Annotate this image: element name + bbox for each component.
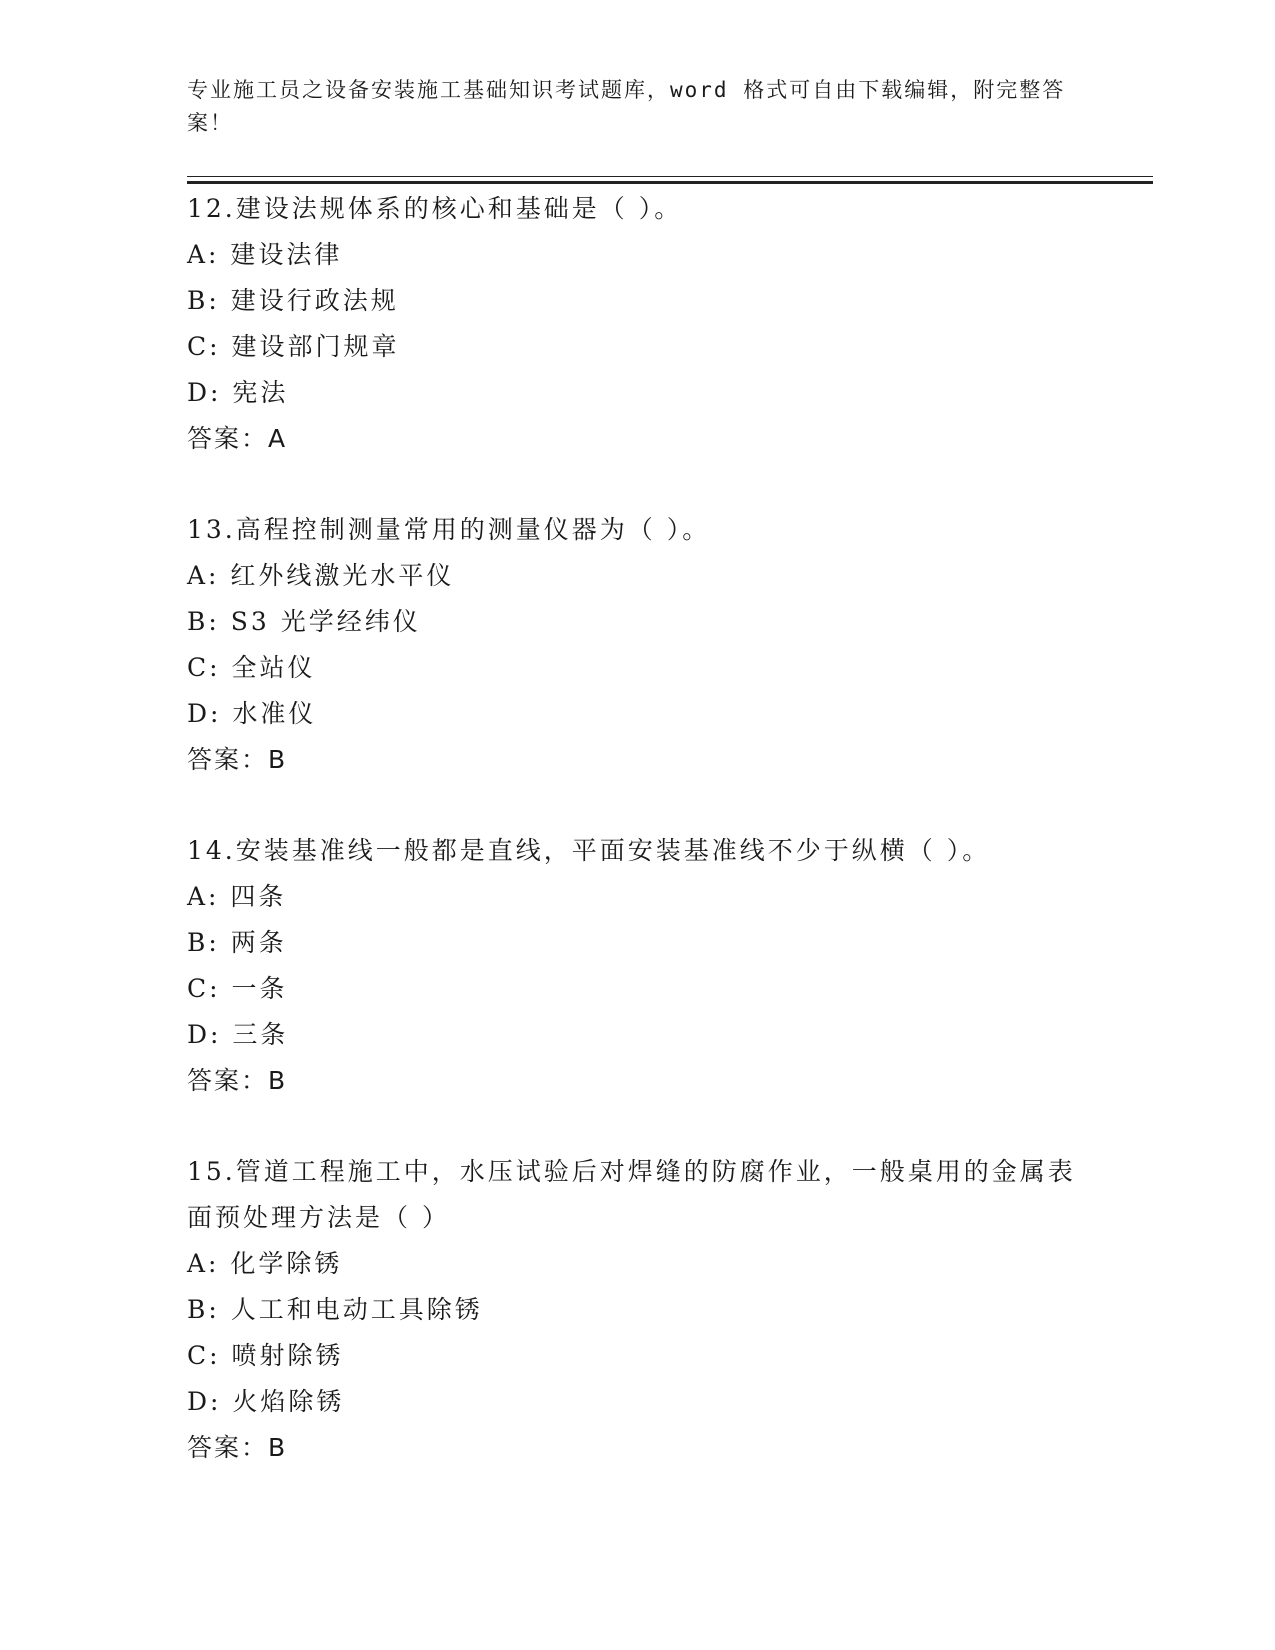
question-list (187, 186, 1087, 1471)
question-gap (187, 1104, 1087, 1149)
option-c: C: 喷射除锈 (187, 1341, 344, 1370)
question-gap (187, 783, 1087, 828)
question-13 (187, 507, 1087, 783)
option-c: C: 建设部门规章 (187, 332, 400, 361)
question-title: 13.高程控制测量常用的测量仪器为（ ）。 (187, 515, 711, 544)
option-c: C: 一条 (187, 974, 288, 1003)
option-a: A: 红外线激光水平仪 (187, 561, 455, 590)
option-d: D: 三条 (187, 1020, 289, 1049)
option-d: D: 宪法 (187, 378, 289, 407)
question-15 (187, 1149, 1087, 1471)
option-a: A: 四条 (187, 882, 287, 911)
option-d: D: 水准仪 (187, 699, 317, 728)
option-a: A: 建设法律 (187, 240, 343, 269)
question-14 (187, 828, 1087, 1104)
answer-line: 答案：B (187, 1433, 288, 1462)
option-c: C: 全站仪 (187, 653, 316, 682)
option-b: B: 两条 (187, 928, 287, 957)
question-gap (187, 462, 1087, 507)
answer-line: 答案：A (187, 424, 288, 453)
option-a: A: 化学除锈 (187, 1249, 343, 1278)
document-header: 专业施工员之设备安装施工基础知识考试题库，word 格式可自由下载编辑，附完整答案！ (187, 78, 1066, 135)
answer-line: 答案：B (187, 1066, 288, 1095)
question-title: 14.安装基准线一般都是直线，平面安装基准线不少于纵横（ ）。 (187, 836, 991, 865)
option-b: B: 人工和电动工具除锈 (187, 1295, 483, 1324)
question-title: 12.建设法规体系的核心和基础是（ ）。 (187, 194, 683, 223)
header-divider-thin (187, 176, 1153, 177)
question-title: 15.管道工程施工中，水压试验后对焊缝的防腐作业，一般桌用的金属表面预处理方法是（ ） (187, 1157, 1076, 1232)
option-d: D: 火焰除锈 (187, 1387, 345, 1416)
header-divider-thick (187, 181, 1153, 184)
option-b: B: S3 光学经纬仪 (187, 607, 421, 636)
answer-line: 答案：B (187, 745, 288, 774)
question-12 (187, 186, 1087, 462)
option-b: B: 建设行政法规 (187, 286, 399, 315)
